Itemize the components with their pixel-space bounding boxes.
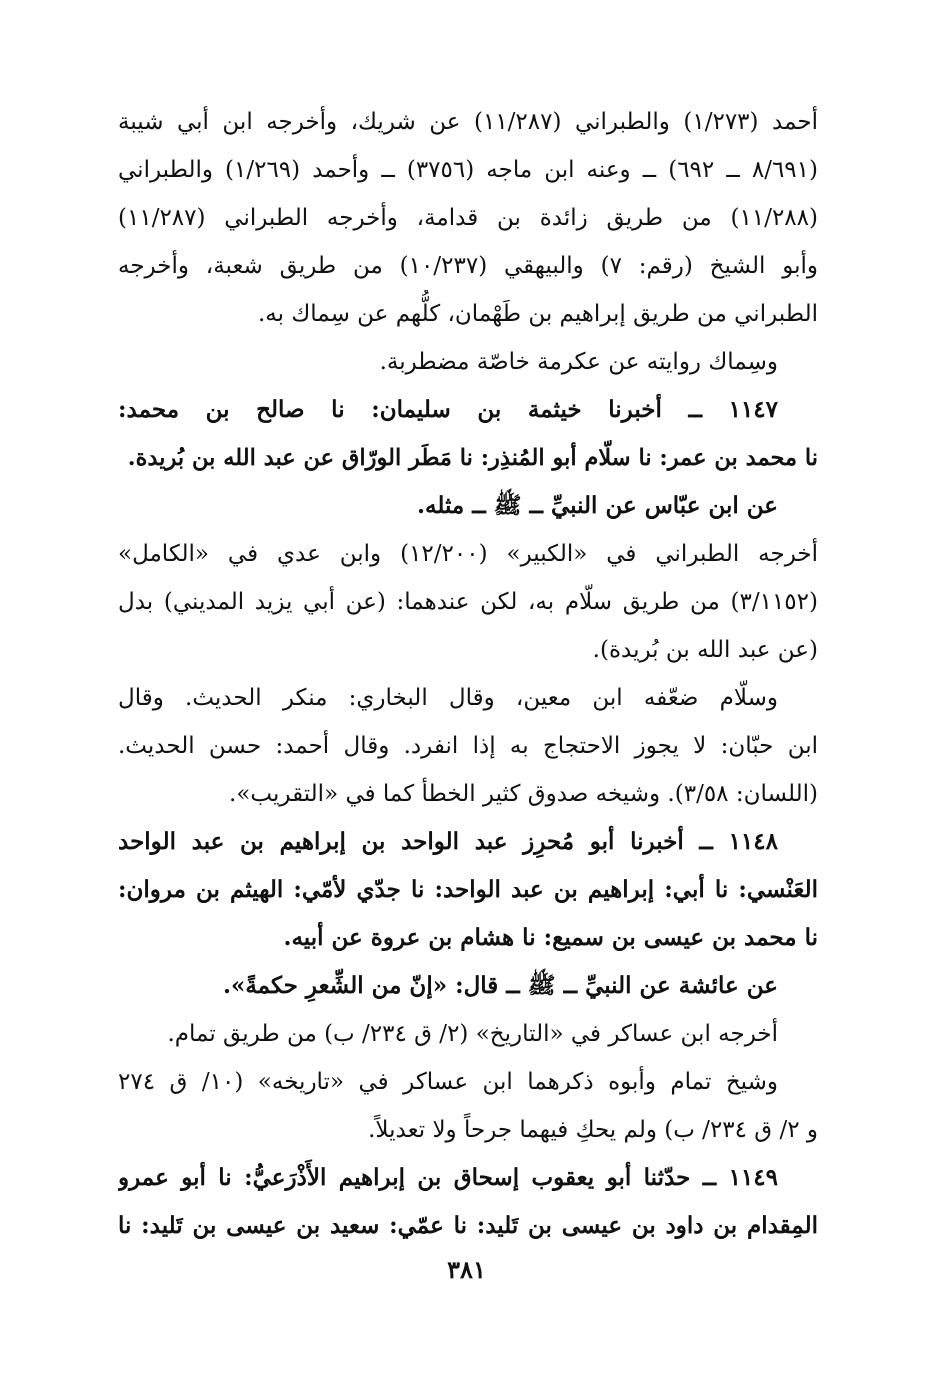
hadith-chain-line: المِقدام بن داود بن عيسى بن تَليد: نا عمّي: سعيد بن عيسى بن تَليد: نا: [118, 1212, 818, 1239]
text-line: الطبراني من طريق إبراهيم بن طَهْمان، كلُّهم عن سِماك به.: [257, 301, 818, 327]
page-text: [118, 98, 818, 1250]
text-line: (عن عبد الله بن بُريدة).: [592, 637, 818, 663]
text-line: أخرجه الطبراني في «الكبير» (١٢/٢٠٠) وابن عدي في «الكامل»: [118, 541, 818, 567]
hadith-chain-line: نا محمد بن عمر: نا سلّام أبو المُنذِر: نا مَطَر الورّاق عن عبد الله بن بُريدة.: [127, 445, 818, 471]
hadith-matn-line: عن ابن عبّاس عن النبيِّ ــ ﷺ ــ مثله.: [417, 492, 778, 519]
text-line: وسلّام ضعّفه ابن معين، وقال البخاري: منكر الحديث. وقال: [118, 685, 778, 711]
text-line: و ٢/ ق ٢٣٤/ ب) ولم يحكِ فيهما جرحاً ولا تعديلاً.: [368, 1117, 818, 1143]
text-line: أخرجه ابن عساكر في «التاريخ» (٢/ ق ٢٣٤/ ب) من طريق تمام.: [167, 1021, 778, 1047]
text-line: وسِماك روايته عن عكرمة خاصّة مضطربة.: [379, 349, 778, 375]
hadith-matn-line: عن عائشة عن النبيِّ ــ ﷺ ــ قال: «إنّ من الشِّعرِ حكمةً».: [222, 972, 778, 999]
hadith-1147-heading: ١١٤٧ ــ أخبرنا خيثمة بن سليمان: نا صالح بن محمد:: [118, 396, 778, 423]
hadith-1148-heading: ١١٤٨ ــ أخبرنا أبو مُحرِز عبد الواحد بن إبراهيم بن عبد الواحد: [118, 828, 778, 855]
text-line: وشيخ تمام وأبوه ذكرهما ابن عساكر في «تاريخه» (١٠/ ق ٢٧٤: [118, 1069, 778, 1095]
text-line: (٣/١١٥٢) من طريق سلّام به، لكن عندهما: (عن أبي يزيد المديني) بدل: [118, 589, 818, 615]
text-line: (١١/٢٨٨) من طريق زائدة بن قدامة، وأخرجه الطبراني (١١/٢٨٧): [118, 205, 818, 231]
hadith-1149-heading: ١١٤٩ ــ حدّثنا أبو يعقوب إسحاق بن إبراهيم الأَذْرَعيُّ: نا أبو عمرو: [118, 1164, 778, 1191]
text-line: ابن حبّان: لا يجوز الاحتجاج به إذا انفرد. وقال أحمد: حسن الحديث.: [118, 733, 818, 759]
text-line: (٨/٦٩١ ــ ٦٩٢) ــ وعنه ابن ماجه (٣٧٥٦) ــ وأحمد (١/٢٦٩) والطبراني: [118, 157, 818, 183]
text-line: (اللسان: ٣/٥٨). وشيخه صدوق كثير الخطأ كما في «التقريب».: [229, 781, 818, 807]
hadith-chain-line: العَنْسي: نا أبي: إبراهيم بن عبد الواحد: نا جدّي لأمّي: الهيثم بن مروان:: [118, 876, 818, 903]
text-line: أحمد (١/٢٧٣) والطبراني (١١/٢٨٧) عن شريك، وأخرجه ابن أبي شيبة: [118, 109, 818, 135]
hadith-chain-line: نا محمد بن عيسى بن سميع: نا هشام بن عروة عن أبيه.: [283, 924, 818, 951]
page-number: ٣٨١: [447, 1255, 486, 1284]
text-line: وأبو الشيخ (رقم: ٧) والبيهقي (١٠/٢٣٧) من طريق شعبة، وأخرجه: [118, 253, 818, 279]
